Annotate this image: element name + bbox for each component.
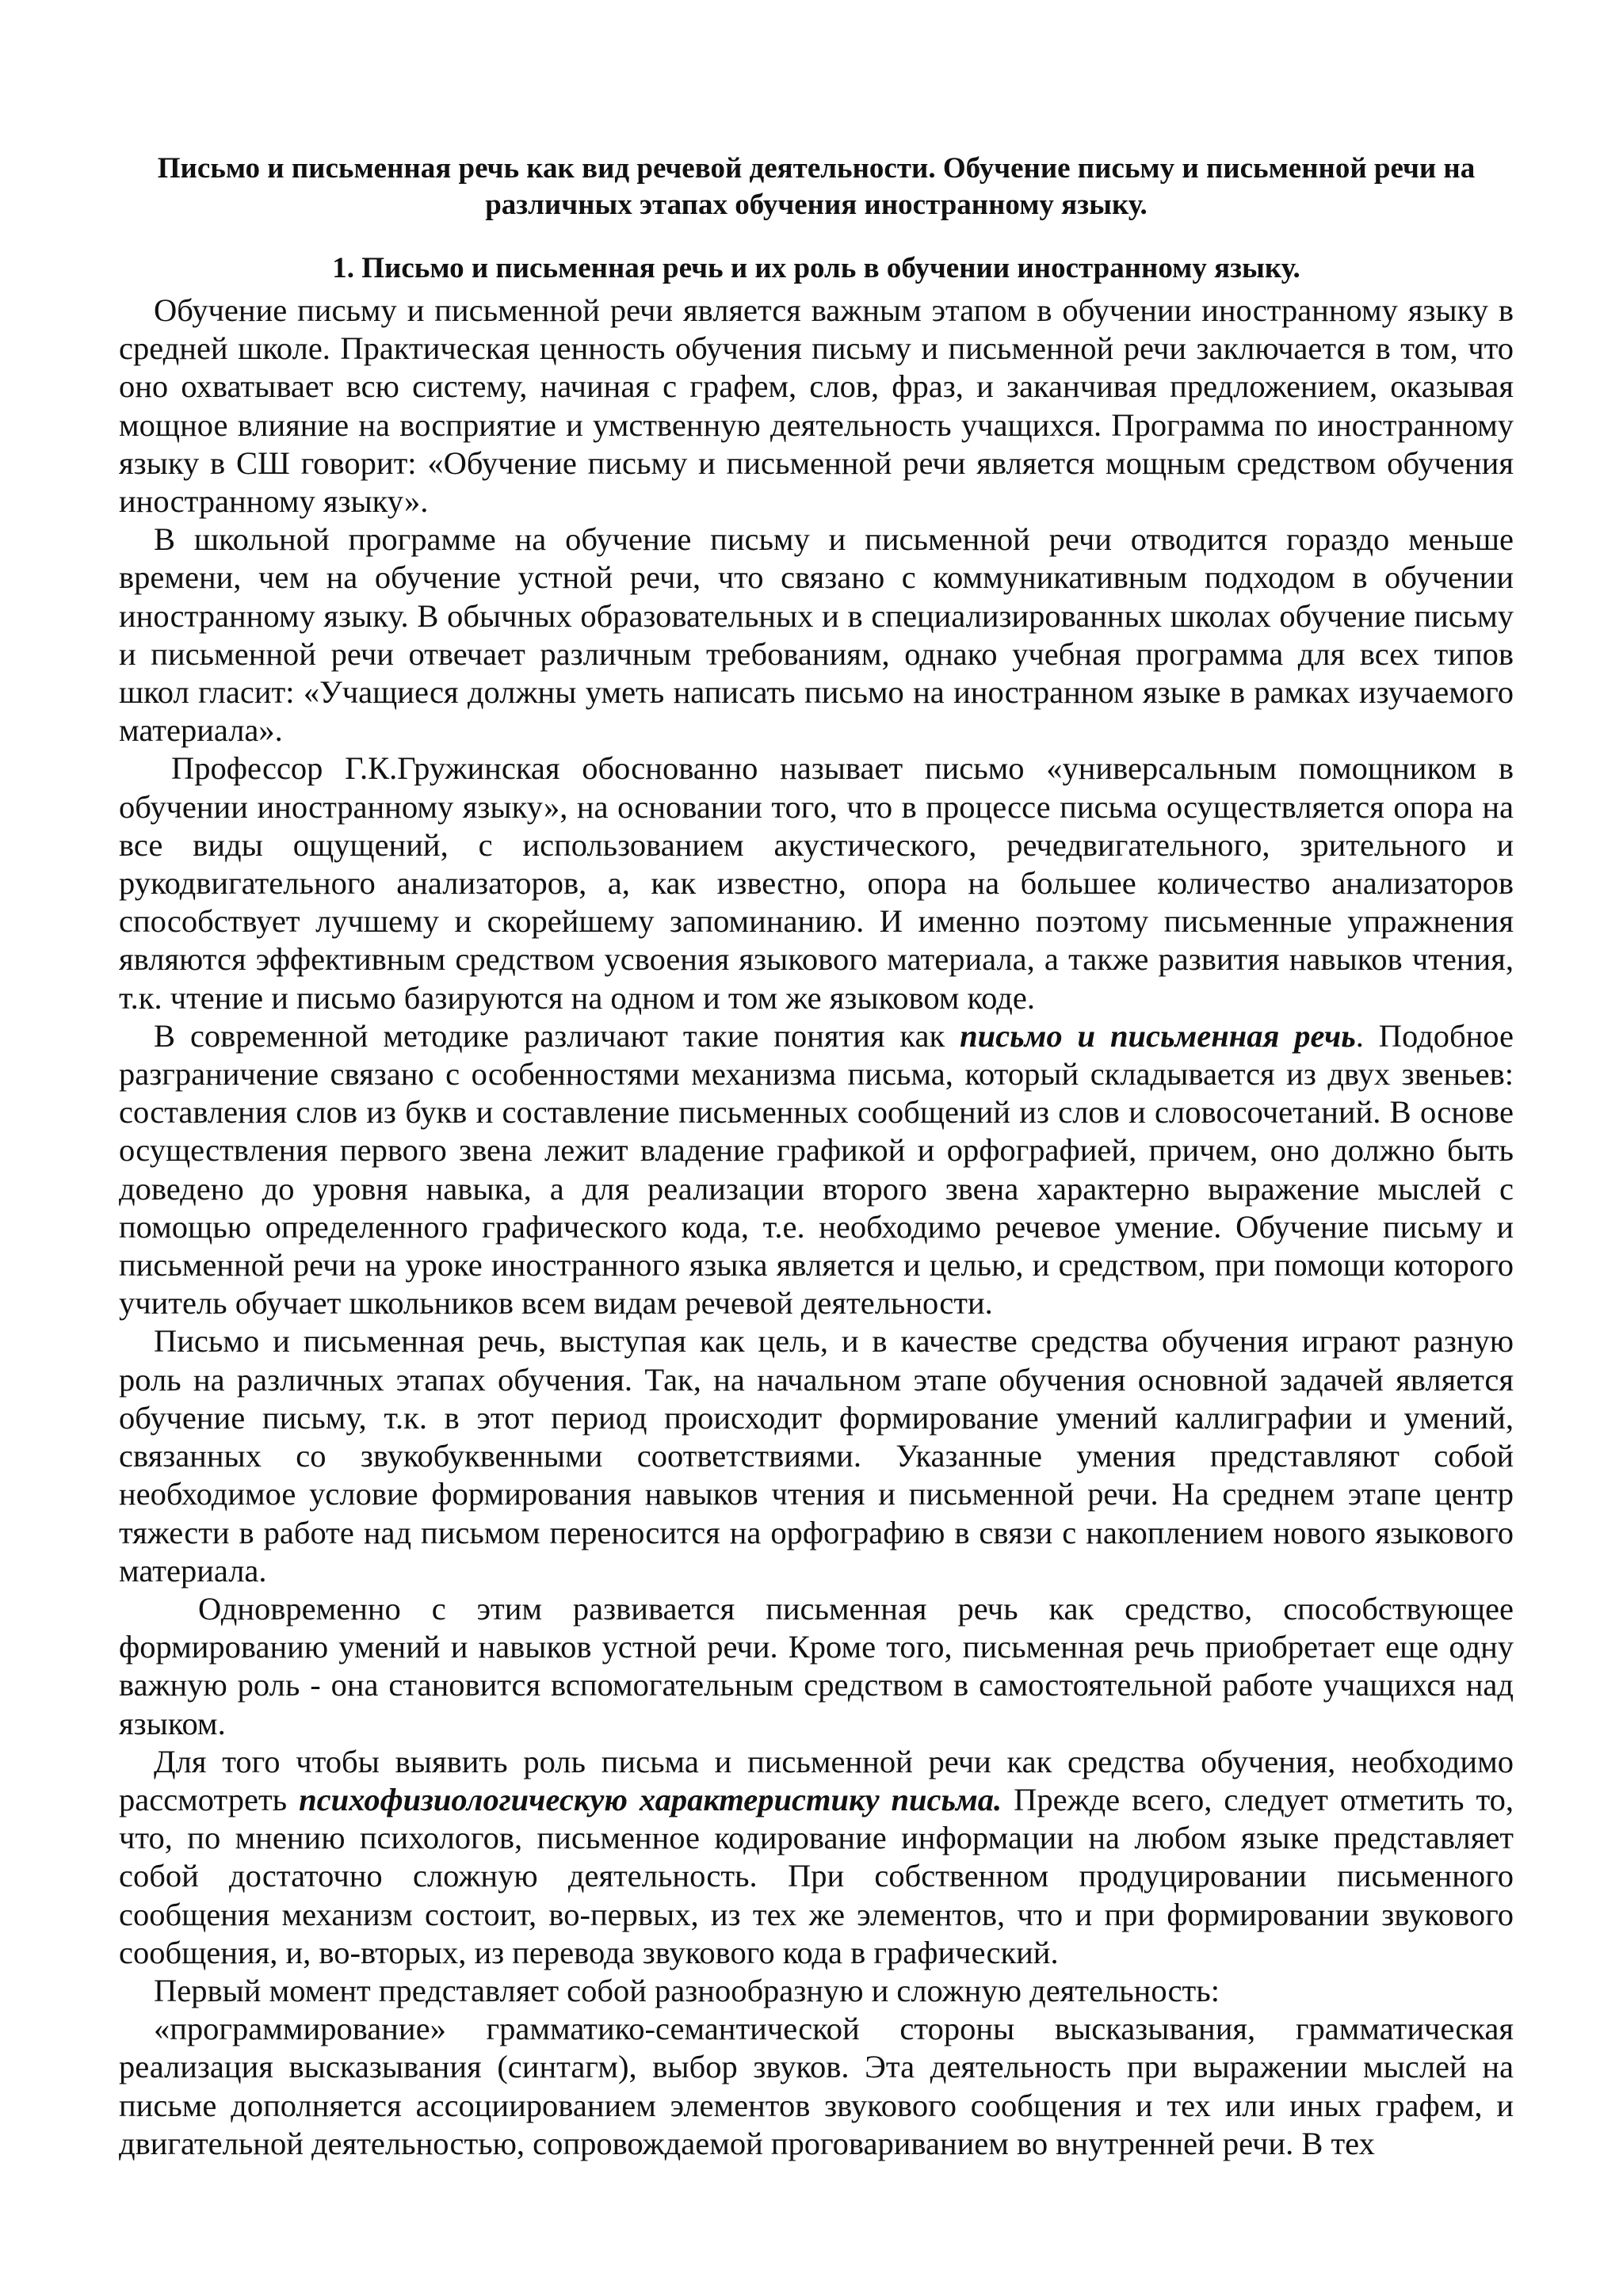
paragraph-9: «программирование» грамматико-семантической стороны высказывания, грамматическая реализация высказывания (синтагм), выбор звуков. Эта деятельность при выражении мыслей на письме дополняется ассоциированием элементов звукового сообщения и тех или иных графем, и двигательной деятельностью, сопровождаемой проговариванием во внутренней речи. В тех (119, 2011, 1514, 2161)
paragraph-4-emphasis: письмо и письменная речь (960, 1017, 1356, 1054)
paragraph-3: Профессор Г.К.Гружинская обоснованно называет письмо «универсальным помощником в обучении иностранному языку», на основании того, что в процессе письма осуществляется опора на все виды ощущений, с использованием акустического, речедвигательного, зрительного и рукодвигательного анализаторов, а, как известно, опора на большее количество анализаторов способствует лучшему и скорейшему запоминанию. И именно поэтому письменные упражнения являются эффективным средством усвоения языкового материала, а также развития навыков чтения, т.к. чтение и письмо базируются на одном и том же языковом коде. (119, 750, 1514, 1016)
paragraph-4-text-end: . Подобное разграничение связано с особенностями механизма письма, который складывается из двух звеньев: составления слов из букв и составление письменных сообщений из слов и словосочетаний. В основе осуществления первого звена лежит владение графикой и орфографией, причем, оно должно быть доведено до уровня навыка, а для реализации второго звена характерно выражение мыслей с помощью определенного графического кода, т.е. необходимо речевое умение. Обучение письму и письменной речи на уроке иностранного языка является и целью, и средством, при помощи которого учитель обучает школьников всем видам речевой деятельности. (119, 1017, 1514, 1322)
paragraph-4-text-start: В современной методике различают такие понятия как (154, 1017, 960, 1054)
paragraph-7-text-end: Прежде всего, следует отметить то, что, по мнению психологов, письменное кодирование информации на любом языке представляет собой достаточно сложную деятельность. При собственном продуцировании письменного сообщения механизм состоит, во-первых, из тех же элементов, что и при формировании звукового сообщения, и, во-вторых, из перевода звукового кода в графический. (119, 1781, 1514, 1970)
paragraph-5: Письмо и письменная речь, выступая как цель, и в качестве средства обучения играют разную роль на различных этапах обучения. Так, на начальном этапе обучения основной задачей является обучение письму, т.к. в этот период происходит формирование умений каллиграфии и умений, связанных со звукобуквенными соответствиями. Указанные умения представляют собой необходимое условие формирования навыков чтения и письменной речи. На среднем этапе центр тяжести в работе над письмом переносится на орфографию в связи с накоплением нового языкового материала. (119, 1323, 1514, 1589)
document-title: Письмо и письменная речь как вид речевой деятельности. Обучение письму и письменной речи на различных этапах обучения иностранному языку. (157, 152, 1476, 221)
paragraph-1: Обучение письму и письменной речи является важным этапом в обучении иностранному языку в средней школе. Практическая ценность обучения письму и письменной речи заключается в том, что оно охватывает всю систему, начиная с графем, слов, фраз, и заканчивая предложением, оказывая мощное влияние на восприятие и умственную деятельность учащихся. Программа по иностранному языку в СШ говорит: «Обучение письму и письменной речи является мощным средством обучения иностранному языку». (119, 292, 1514, 520)
paragraph-7 (119, 1743, 1514, 1972)
paragraph-4 (119, 1017, 1514, 1323)
paragraph-7-text-start: Для того чтобы выявить роль письма и письменной речи как средства обучения, необходимо рассмотреть (119, 1743, 1514, 1817)
paragraph-6: Одновременно с этим развивается письменная речь как средство, способствующее формированию умений и навыков устной речи. Кроме того, письменная речь приобретает еще одну важную роль - она становится вспомогательным средством в самостоятельной работе учащихся над языком. (119, 1590, 1514, 1741)
paragraph-8: Первый момент представляет собой разнообразную и сложную деятельность: (154, 1972, 1220, 2008)
paragraph-7-emphasis: психофизиологическую характеристику письма. (299, 1781, 1002, 1817)
section-heading: 1. Письмо и письменная речь и их роль в обучении иностранному языку. (332, 252, 1300, 284)
document-page (119, 151, 1514, 2163)
paragraph-2: В школьной программе на обучение письму и письменной речи отводится гораздо меньше времени, чем на обучение устной речи, что связано с коммуникативным подходом в обучении иностранному языку. В обычных образовательных и в специализированных школах обучение письму и письменной речи отвечает различным требованиям, однако учебная программа для всех типов школ гласит: «Учащиеся должны уметь написать письмо на иностранном языке в рамках изучаемого материала». (119, 521, 1514, 749)
